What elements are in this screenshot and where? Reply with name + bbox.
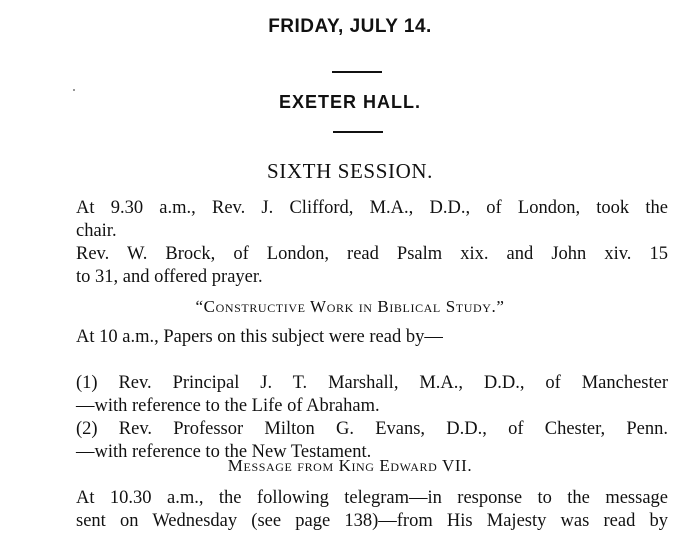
paper-2-line-2: —with reference to the New Testament. [76, 442, 372, 462]
opening-paragraph [76, 197, 668, 243]
print-speck [73, 89, 75, 91]
opening-line-1: At 9.30 a.m., Rev. J. Clifford, M.A., D.D., of London, took the [76, 198, 668, 218]
papers-list [76, 372, 668, 464]
telegram-paragraph [76, 487, 668, 533]
section-rule-bottom [333, 131, 383, 133]
subject-heading: “Constructive Work in Biblical Study.” [195, 297, 505, 316]
paper-1-line-2: —with reference to the Life of Abraham. [76, 396, 380, 416]
hall-heading: EXETER HALL. [278, 92, 421, 112]
session-heading: SIXTH SESSION. [267, 159, 433, 183]
telegram-line-2: sent on Wednesday (see page 138)—from His Majesty was read by [76, 511, 668, 531]
prayer-line-1: Rev. W. Brock, of London, read Psalm xix. and John xiv. 15 [76, 244, 668, 264]
paper-1-line-1: (1) Rev. Principal J. T. Marshall, M.A., D.D., of Manchester [76, 373, 668, 393]
section-rule-top [332, 71, 382, 73]
opening-line-2: chair. [76, 221, 117, 241]
papers-intro-line: At 10 a.m., Papers on this subject were read by— [76, 327, 443, 347]
paper-2-line-1: (2) Rev. Professor Milton G. Evans, D.D., of Chester, Penn. [76, 419, 668, 439]
prayer-paragraph [76, 243, 668, 289]
date-heading: FRIDAY, JULY 14. [268, 16, 432, 37]
message-heading: Message from King Edward VII. [227, 456, 473, 475]
papers-intro-paragraph [76, 326, 668, 349]
telegram-line-1: At 10.30 a.m., the following telegram—in response to the message [76, 488, 668, 508]
prayer-line-2: to 31, and offered prayer. [76, 267, 263, 287]
